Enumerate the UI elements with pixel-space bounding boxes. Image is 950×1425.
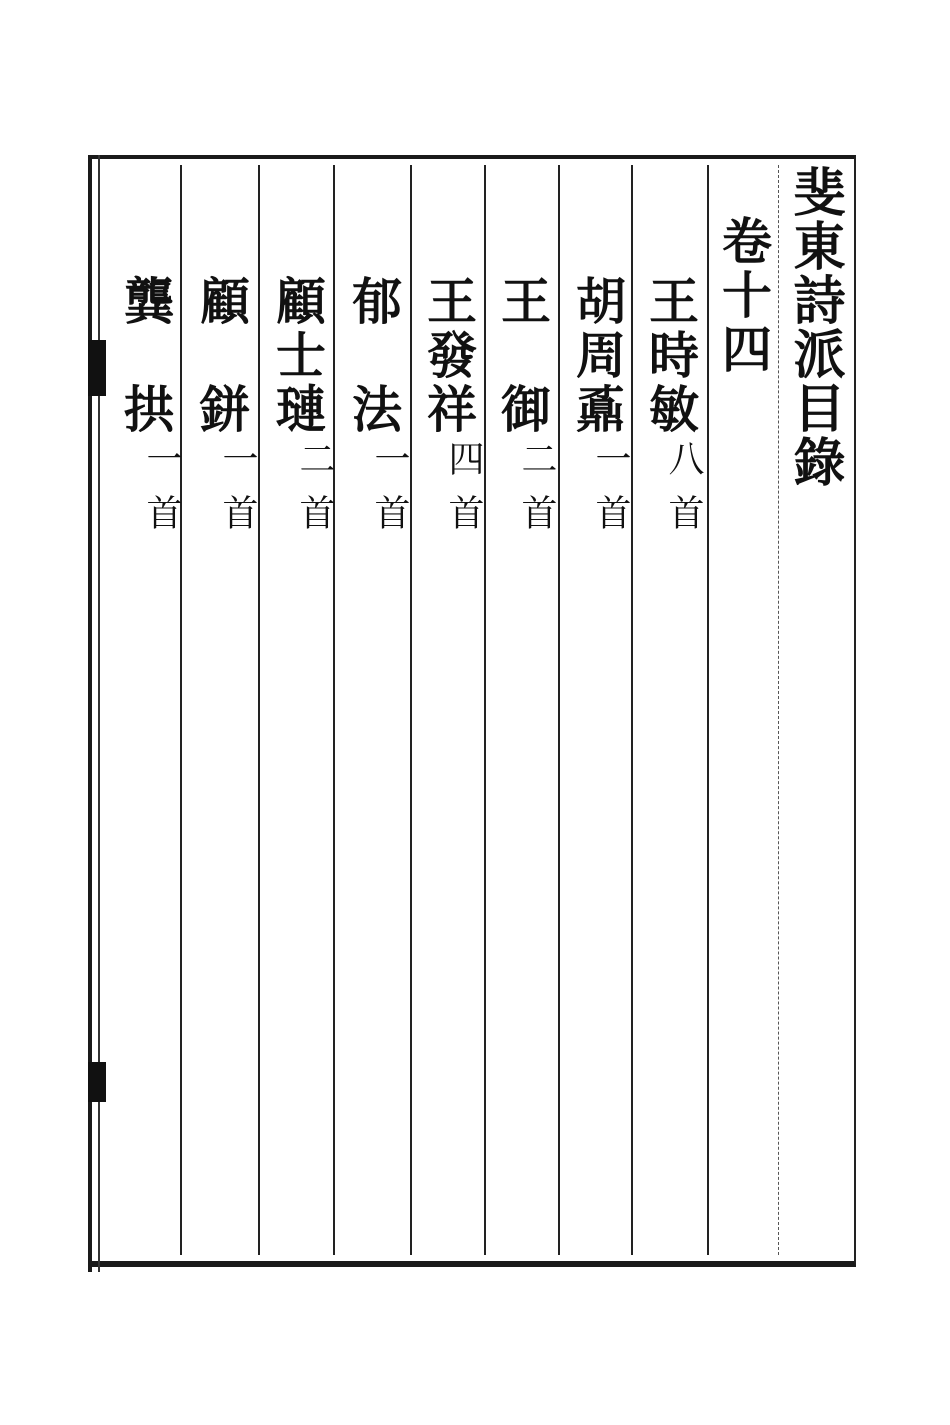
column-rule [558,165,560,1255]
column-rule [258,165,260,1255]
column-rule [707,165,709,1255]
entry-count: 一首 [217,440,258,548]
entry-name: 王時敏 [641,275,700,437]
entry-count: 二首 [294,440,335,548]
entry-name: 胡周鼒 [568,275,627,437]
margin-fishtail-lower [88,1062,106,1102]
entry-count: 二首 [516,440,557,548]
entry-count: 一首 [369,440,410,548]
volume-heading: 卷十四 [714,215,773,377]
column-rule [410,165,412,1255]
entry-name: 郁 法 [344,275,403,437]
column-rule [333,165,335,1255]
entry-count: 一首 [141,440,182,548]
column-rule [631,165,633,1255]
column-rule [180,165,182,1255]
entry-name: 王 御 [493,275,552,437]
page-title: 斐東詩派目錄 [784,165,845,489]
entry-count: 八首 [663,440,704,548]
entry-name: 龔 拱 [116,275,175,437]
entry-name: 顧士璉 [268,275,327,437]
entry-count: 四首 [443,440,484,548]
entry-name: 顧 鉼 [192,275,251,437]
entry-count: 一首 [590,440,631,548]
column-rule [778,165,779,1255]
page-margin-bar [88,155,100,1272]
column-rule [484,165,486,1255]
entry-name: 王發祥 [419,275,478,437]
margin-fishtail-upper [88,340,106,396]
